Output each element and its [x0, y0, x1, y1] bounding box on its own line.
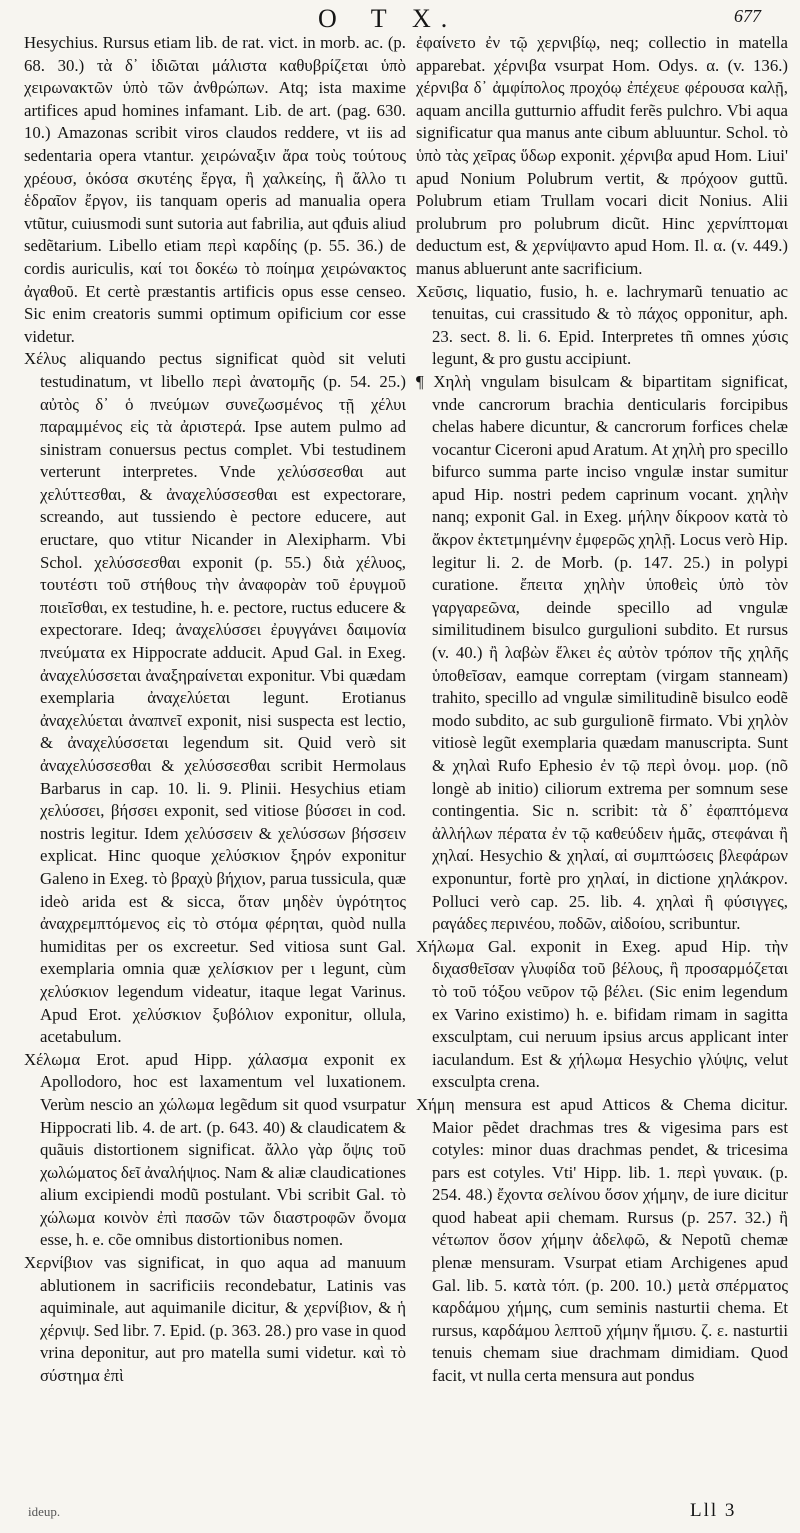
paragraph: ἐφαίνετο ἐν τῷ χερνιβίῳ, neq; collectio in matella apparebat. χέρνιβα vsurpat Hom. Odys. α. (v. 136.) χέρνιβα δ᾽ ἀμφίπολος προχόῳ ἐπέχευε φέρουσα καλῇ, aquam ancilla gutturnio affudit ferẽs pulchro. Vbi aqua significatur qua manus ante cibum abluuntur. Schol. τὸ ὑπὸ τὰς χεῖρας ὕδωρ exponit. χέρνιβα apud Hom. Liui' apud Nonium Polubrum vertit, & πρόχοον guttũ. Polubrum etiam Trullam vocari dicit Nonius. Alii prolubrum pro polubrum dicũt. Hinc χερνίπτομαι deductum est, & χερνίψαντο apud Hom. Il. α. (v. 449.) manus abluerunt ante sacrificium. [416, 33, 788, 278]
entry-cheloma-gal: Χήλωμα Gal. exponit in Exeg. apud Hip. τὴν διχασθεῖσαν γλυφίδα τοῦ βέλους, ἢ προσαρμόζεται τὸ τοῦ τόξου νεῦρον τῷ βέλει. (Sic enim legendum ex Varino existimo) h. e. bifidam rimam in sagitta exsculptam, cui neruum ipsius arcus applicant inter iaculandum. Est & χήλωμα Hesychio γλύψις, velut exsculpta crena. [416, 936, 788, 1092]
running-header [0, 0, 800, 34]
header-left: O T [318, 4, 401, 33]
page-footer [0, 1500, 800, 1530]
entry-chelys: Χέλυς aliquando pectus significat quòd sit veluti testudinatum, vt libello περὶ ἀνατομῆς (p. 54. 25.) αὐτὸς δ᾽ ὁ πνεύμων συνεζωσμένος τῇ χέλυι παραμμένος εἰς τὰ ἀριστερά. Ipse autem pulmo ad sinistram conuersus pectus complet. Vbi testudinem verterunt interpretes. Vnde χελύσσεσθαι aut χελύττεσθαι, & ἀναχελύσσεσθαι est expectorare, screando, aut tussiendo è pectore educere, aut eructare, quo vtitur Nicander in Alexipharm. Vbi Schol. χελύσσεσθαι exponit (p. 55.) διὰ χέλυος, τουτέστι τοῦ στήθους τὴν ἀναφορὰν τοῦ ἐρυγμοῦ ποιεῖσθαι, ex testudine, h. e. pectore, ructus educere & expectorare. Ideq; ἀναχελύσσει ἐρυγγάνει δαιμονία πνεύματα ex Hippocrate adducit. Apud Gal. in Exeg. ἀναχελύσσεται ἀναξηραίνεται exponitur. Vbi quædam exemplaria ἀναχελύεται legunt. Erotianus ἀναχελύεται ἀναπνεῖ exponit, nisi suspecta est lectio, & ἀναχελύσσεται legendum sit. Quid verò sit ἀναχελύσσεσθαι & χελύσσεσθαι scribit Hermolaus Barbarus in cap. 10. li. 9. Plinii. Hesychius etiam χελύσσει, βήσσει exponit, sed vitiose βύσσει in cod. nostris legitur. Idem χελύσσειν & χελύσσων βήσσειν explicat. Hinc quoque χελύσκιον ξηρόν exponitur Galeno in Exeg. τὸ βραχὺ βήχιον, parua tussicula, quæ ideò arida est & sicca, ὅταν μηδὲν ὑγρότητος ἀναχρεμπτόμενος εἰς τὸ στόμα φέρηται, quòd nulla humiditas per os excreetur. Sed vitiosa sunt Gal. exemplaria omnia quæ χελίσκιον per ι legunt, cùm χελύσκιον legendum videatur, itaque legat Varinus. Apud Erot. χελύσκιον ξυβόλιον exponitur, ollula, acetabulum. [24, 349, 406, 1047]
paragraph: Hesychius. Rursus etiam lib. de rat. vict. in morb. ac. (p. 68. 30.) τὰ δ᾽ ἰδιῶται μάλιστα καθυβρίζεται ὑπὸ χειρωνακτῶν ὑπὸ τῶν ἀνθρώπων. Atq; ista maxime artifices apud homines infamant. Lib. de art. (pag. 630. 10.) Amazonas scribit viros claudos reddere, vt iis ad sedentaria opera vtantur. χειρώναξιν ἄρα τοὺς τούτους χρέουσ, ὁκόσα σκυτέης ἔργα, ἢ χαλκείης, ἢ ἄλλο τι ἑδραῖον ἔργον, iis tanquam operis ad manualia opera vtũtur, cuiusmodi sunt sutoria aut fabrilia, aut qđuis aliud sedẽtarium. Libello etiam περὶ καρδίης (p. 55. 36.) de cordis auriculis, καί τοι δοκέω τὸ ποίημα χειρώνακτος ἀγαθοῦ. Et certè præstantis artificis opus esse censeo. Sic enim creatoris summi optimum opificium cor esse videtur. [24, 33, 406, 346]
left-column [24, 32, 406, 1512]
header-right: X. [412, 4, 458, 33]
entry-cheloma: Χέλωμα Erot. apud Hipp. χάλασμα exponit ex Apollodoro, hoc est laxamentum vel luxationem. Verùm nescio an χώλωμα legẽdum sit quod vsurpatur Hippocrati lib. 4. de art. (p. 643. 40) & claudicatem & quãuis distortionem significat. ἄλλο γὰρ ὄψις τοῦ χωλώματος δεῖ ἀναλήψιος. Nam & aliæ claudicationes alium excipiendi modũ postulant. Vbi scribit Gal. τὸ χώλωμα κοινὸν ἐπὶ πασῶν τῶν διαστροφῶν ὄνομα esse, h. e. cõe omnibus distortionibus nomen. [24, 1049, 406, 1250]
right-column [416, 32, 788, 1498]
signature-mark: Lll 3 [690, 1500, 737, 1521]
catchword: ideup. [28, 1504, 61, 1519]
entry-cheme: Χήμη mensura est apud Atticos & Chema dicitur. Maior pẽdet drachmas tres & vigesima pars est cotyles: minor duas drachmas pendet, & tricesima pars est cotyles. Vti' Hipp. lib. 1. περὶ γυναικ. (p. 254. 48.) ἔχοντα σελίνου ὅσον χήμην, de iure dicitur quod habeat apii chemam. Rursus (p. 257. 32.) ἢ νέτωπον ὅσον χήμην ἀδελφῶ, & Nepotũ chemæ plenæ mensuram. Vsurpat etiam Archigenes apud Gal. lib. 5. κατὰ τόπ. (p. 200. 10.) μετὰ σπέρματος καρδάμου χήμης, cum seminis nasturtii chema. Et rursus, καρδάμου λεπτοῦ χήμην ἥμισυ. ζ. ε. nasturtii tenuis chemam siue drachmam dimidiam. Quod facit, vt nulla certa mensura aut pondus [416, 1094, 788, 1386]
entry-chele: ¶ Χηλὴ vngulam bisulcam & bipartitam significat, vnde cancrorum brachia denticularis forcipibus chelas habere dicuntur, & cancrorum forfices chelæ vocantur Ciceroni apud Aratum. At χηλὴ pro specillo bifurco summa parte inciso vngulæ instar sumitur apud Hip. nostri pedem caprinum vocant. χηλὴν nanq; exponit Gal. in Exeg. μήλην δίκροον κατὰ τὸ ἄκρον ἐκτετμημένην ἐμφερῶς χηλῇ. Locus verò Hip. legitur li. 2. de Morb. (p. 147. 25.) in polypi curatione. ἔπειτα χηλὴν ὑποθεὶς ὑπὸ τὸν γαργαρεῶνα, deinde specillo ad vngulæ similitudinem bisulco gurgulioni subdito. Et rursus (v. 40.) ἢ λαβὼν ἕλκει ἐς αὐτὸν τρόπον τῆς χηλῆς ὑποθεῖσαν, eamque correptam (virgam stanneam) trahito, specillo ad vngulæ similitudinẽ bisulco eodẽ modo subdito, ac sub gurgulionẽ firmato. Vbi χηλὸν vitiosè legũt exemplaria quædam manuscripta. Sunt & χηλαὶ Rufo Ephesio ἐν τῷ περὶ ὀνομ. μορ. (nõ longè ab initio) ciliorum extrema per somnum sese contingentia. Sic n. scribit: τὰ δ᾽ ἐφαπτόμενα ἀλλήλων πέρατα ἐν τῷ καθεύδειν ἡμᾶς, στεφάναι ἢ χηλαί. Hesychio & χηλαί, αἱ συμπτώσεις βλεφάρων exponuntur, fortè pro χηλαί, in dictione χηλάκρον. Polluci verò cap. 25. lib. 4. χηλαὶ ἢ φύσιγγες, ραγάδες περινέου, ποδῶν, αἰδοίου, scribuntur. [416, 371, 788, 934]
entry-cheusis: Χεῦσις, liquatio, fusio, h. e. lachrymarũ tenuatio ac tenuitas, cui crassitudo & τὸ πάχος opponitur, aph. 23. sect. 8. li. 6. Epid. Interpretes tñ omnes χύσις legunt, & pro gustu accipiunt. [416, 281, 788, 369]
page-number: 677 [734, 6, 761, 26]
entry-cherniuion: Χερνίβιον vas significat, in quo aqua ad manuum ablutionem in sacrificiis recondebatur, Latinis vas aquiminale, aut aquimanile dicitur, & χερνίβιον, & ἡ χέρνιψ. Sed libr. 7. Epid. (p. 363. 28.) pro vase in quod vrina deponitur, aut pro matella sumi videtur. καὶ τὸ σύστημα ἐπὶ [24, 1253, 406, 1386]
